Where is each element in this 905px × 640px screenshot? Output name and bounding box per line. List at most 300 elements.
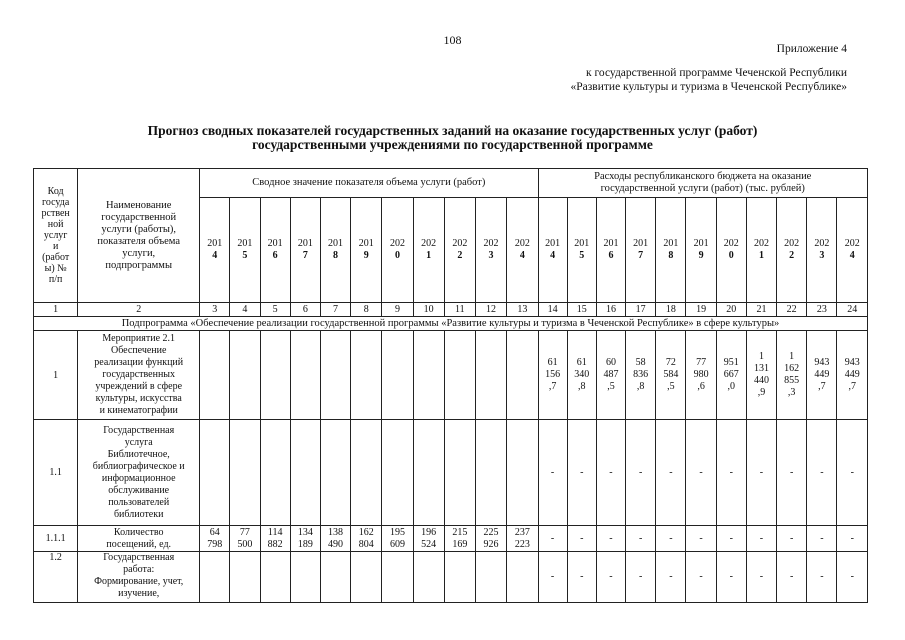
expense-value [567, 331, 596, 420]
expense-value-line: - [638, 532, 643, 544]
volume-value-line: 882 [267, 538, 283, 550]
expense-value-line: 156 [545, 369, 561, 380]
row-name-line: Количество [113, 526, 164, 538]
volume-value [230, 552, 260, 603]
expense-value [567, 420, 596, 526]
appendix-program-name: «Развитие культуры и туризма в Чеченской Республике» [570, 81, 847, 93]
expense-value-line: 449 [844, 369, 860, 380]
row-name-line: учреждений в сфере [95, 381, 183, 392]
year-header-expense [567, 198, 596, 303]
expense-value-line: ,0 [727, 381, 736, 392]
expense-value-line: - [609, 532, 613, 544]
appendix-block [571, 42, 847, 94]
year-header-expense [538, 198, 567, 303]
year-header-line: 201 [693, 238, 709, 249]
volume-value [290, 526, 320, 552]
expense-value-line: - [759, 571, 764, 582]
expense-value-line: - [669, 532, 673, 544]
appendix-program-line: к государственной программе Чеченской Республики [586, 67, 847, 79]
expense-value-line: ,9 [757, 387, 766, 398]
column-number: 14 [538, 303, 567, 317]
volume-value [351, 420, 382, 526]
row-name-line: библиографическое и [92, 460, 185, 472]
expense-value-line: ,8 [578, 381, 586, 392]
expense-value-line: - [580, 571, 584, 582]
volume-value [507, 420, 538, 526]
header-name [78, 169, 200, 303]
expense-value-line: ,5 [607, 381, 615, 392]
expense-value-line: - [550, 466, 555, 478]
appendix-label: Приложение 4 [776, 43, 847, 55]
row-code: 1 [34, 331, 78, 420]
volume-value [413, 420, 444, 526]
volume-value-line: 798 [207, 538, 223, 550]
volume-value [200, 526, 230, 552]
column-number: 12 [475, 303, 506, 317]
expense-value-line: ,7 [818, 381, 826, 392]
expense-value-line: - [638, 466, 643, 478]
year-header-line: 201 [545, 238, 561, 249]
expense-value-line: - [669, 466, 673, 478]
volume-value-line: 169 [452, 538, 468, 550]
year-header-expense [656, 198, 686, 303]
volume-value [413, 526, 444, 552]
volume-value [507, 331, 538, 420]
expense-value-line: - [609, 466, 613, 478]
column-number: 7 [320, 303, 350, 317]
row-code: 1.1 [34, 420, 78, 526]
volume-value-line: 804 [358, 538, 374, 550]
expense-value-line: 72 [665, 357, 676, 368]
expense-value [716, 331, 746, 420]
year-header-line: 0 [728, 250, 734, 261]
volume-value [320, 331, 350, 420]
expense-value [596, 331, 625, 420]
header-name-line: государственной [101, 211, 177, 223]
expense-value [656, 552, 686, 603]
year-header-line: 4 [849, 250, 855, 261]
year-header-line: 9 [363, 250, 369, 261]
row-name-line: Библиотечное, [107, 448, 170, 460]
expense-value [538, 420, 567, 526]
expense-value-line: 1 [789, 351, 795, 362]
header-code-line: (работ [42, 252, 70, 263]
expense-value [746, 331, 776, 420]
year-header-line: 8 [668, 250, 674, 261]
volume-value [260, 331, 290, 420]
expense-value-line: - [729, 466, 733, 478]
expense-value-line: 584 [663, 369, 679, 380]
volume-value-line: 926 [483, 538, 499, 550]
year-header-line: 202 [784, 238, 800, 249]
column-number: 9 [382, 303, 413, 317]
volume-value-line: 77 [239, 526, 250, 538]
year-header-line: 202 [514, 238, 530, 249]
row-code: 1.2 [34, 552, 78, 603]
expense-value [538, 552, 567, 603]
volume-value [351, 552, 382, 603]
year-header-volume [290, 198, 320, 303]
column-number: 2 [78, 303, 200, 317]
volume-value [230, 420, 260, 526]
header-expense-group-line: Расходы республиканского бюджета на оказание [594, 171, 812, 182]
year-header-line: 1 [758, 250, 764, 261]
expense-value-line: 487 [603, 369, 619, 380]
row-name-line: изучение, [118, 588, 160, 599]
expense-value [596, 420, 625, 526]
expense-value-line: - [609, 571, 613, 582]
column-number: 19 [686, 303, 716, 317]
expense-value-line: - [790, 571, 794, 582]
volume-value [320, 526, 350, 552]
expense-value-line: 60 [605, 357, 616, 368]
header-code-line: Код [47, 186, 64, 197]
volume-value [382, 526, 413, 552]
expense-value [538, 526, 567, 552]
year-header-line: 201 [207, 238, 223, 249]
column-number: 1 [34, 303, 78, 317]
expense-value [807, 420, 837, 526]
year-header-expense [716, 198, 746, 303]
expense-value-line: - [820, 571, 824, 582]
year-header-expense [746, 198, 776, 303]
year-header-expense [596, 198, 625, 303]
year-header-line: 201 [297, 238, 313, 249]
header-name-line: услуги, [122, 247, 156, 259]
year-header-line: 8 [333, 250, 339, 261]
expense-value-line: - [790, 466, 794, 478]
year-header-line: 9 [698, 250, 704, 261]
expense-value [716, 526, 746, 552]
year-header-line: 202 [723, 238, 739, 249]
year-header-line: 4 [519, 250, 525, 261]
volume-value [507, 552, 538, 603]
year-header-line: 202 [483, 238, 499, 249]
volume-value-line: 114 [267, 526, 283, 538]
expense-value-line: - [850, 532, 854, 544]
section-row [34, 317, 868, 331]
year-header-expense [626, 198, 656, 303]
year-header-line: 3 [819, 250, 825, 261]
table-row [34, 552, 868, 603]
expense-value [777, 552, 807, 603]
row-code: 1.1.1 [34, 526, 78, 552]
volume-value [475, 420, 506, 526]
expense-value [567, 552, 596, 603]
column-number: 20 [716, 303, 746, 317]
expense-value-line: - [580, 466, 584, 478]
table-row [34, 420, 868, 526]
expense-value-line: 943 [814, 357, 830, 368]
expense-value-line: - [638, 571, 643, 582]
expense-value-line: ,8 [636, 381, 645, 392]
volume-value [290, 552, 320, 603]
expense-value [807, 526, 837, 552]
header-expense-group-line: государственной услуги (работ) (тыс. рублей) [600, 183, 805, 194]
expense-value-line: - [850, 466, 854, 478]
header-volume-group: Сводное значение показателя объема услуги (работ) [200, 169, 538, 198]
expense-value [626, 331, 656, 420]
volume-value [444, 526, 475, 552]
expense-value-line: 58 [635, 357, 646, 368]
header-code [34, 169, 78, 303]
volume-value [320, 420, 350, 526]
row-name-line: обслуживание [108, 484, 170, 496]
year-header-line: 4 [212, 250, 218, 261]
expense-value-line: 449 [814, 369, 830, 380]
volume-value-line: 237 [514, 526, 530, 538]
volume-value-line: 189 [297, 538, 313, 550]
year-header-line: 201 [574, 238, 590, 249]
year-header-line: 201 [267, 238, 283, 249]
volume-value [382, 552, 413, 603]
column-number: 15 [567, 303, 596, 317]
year-header-line: 4 [550, 250, 556, 261]
row-name-line: государственных [102, 369, 176, 380]
volume-value-line: 500 [237, 538, 253, 550]
volume-value [382, 331, 413, 420]
volume-value [200, 420, 230, 526]
volume-value [475, 526, 506, 552]
expense-value-line: ,6 [697, 381, 705, 392]
volume-value [260, 526, 290, 552]
expense-value-line: 340 [574, 369, 590, 380]
expense-value-line: 131 [753, 363, 769, 374]
row-name-line: Мероприятие 2.1 [102, 333, 176, 344]
year-header-line: 202 [753, 238, 769, 249]
year-header-line: 202 [421, 238, 437, 249]
expense-value [746, 526, 776, 552]
expense-value-line: - [580, 532, 584, 544]
expense-value [716, 420, 746, 526]
year-header-volume [351, 198, 382, 303]
column-number: 18 [656, 303, 686, 317]
row-name-line: реализации функций [94, 357, 184, 368]
volume-value [382, 420, 413, 526]
year-header-line: 2 [457, 250, 463, 261]
volume-value-line: 162 [358, 526, 374, 538]
expense-value-line: - [550, 532, 555, 544]
column-number: 10 [413, 303, 444, 317]
expense-value-line: 951 [723, 357, 739, 368]
year-header-line: 6 [608, 250, 614, 261]
expense-value-line: - [729, 571, 733, 582]
expense-value-line: ,5 [667, 381, 675, 392]
expense-value-line: - [699, 466, 703, 478]
row-name [78, 526, 200, 552]
column-number: 24 [837, 303, 868, 317]
expense-value-line: 943 [844, 357, 860, 368]
year-header-expense [686, 198, 716, 303]
expense-value-line: - [820, 532, 824, 544]
column-number: 23 [807, 303, 837, 317]
year-header-line: 201 [603, 238, 619, 249]
volume-value [475, 552, 506, 603]
document-title-line-2: государственными учреждениями по государственной программе [252, 137, 653, 152]
expense-value [596, 552, 625, 603]
row-name-line: Государственная [103, 424, 175, 436]
year-header-volume [382, 198, 413, 303]
row-name-line: библиотеки [113, 508, 164, 520]
header-name-line: показателя объема [97, 235, 181, 247]
row-name-line: Государственная [103, 552, 175, 563]
volume-value [444, 552, 475, 603]
expense-value [777, 420, 807, 526]
column-number: 5 [260, 303, 290, 317]
column-number: 6 [290, 303, 320, 317]
year-header-line: 201 [328, 238, 344, 249]
volume-value-line: 196 [421, 526, 437, 538]
volume-value [413, 331, 444, 420]
year-header-volume [413, 198, 444, 303]
year-header-volume [260, 198, 290, 303]
row-name-line: услуга [124, 436, 153, 448]
expense-value-line: - [699, 571, 703, 582]
volume-value-line: 134 [297, 526, 313, 538]
volume-value-line: 215 [452, 526, 468, 538]
year-header-line: 201 [358, 238, 374, 249]
row-name [78, 552, 200, 603]
expense-value [837, 331, 868, 420]
row-name-line: Обеспечение [110, 345, 167, 356]
header-code-line: рствен [41, 208, 70, 219]
year-header-line: 201 [633, 238, 649, 249]
year-header-line: 5 [242, 250, 248, 261]
row-name [78, 331, 200, 420]
year-header-line: 2 [789, 250, 795, 261]
volume-value [351, 526, 382, 552]
expense-value [596, 526, 625, 552]
volume-value [200, 331, 230, 420]
expense-value-line: - [729, 532, 733, 544]
expense-value [626, 552, 656, 603]
row-name-line: пользователей [108, 496, 170, 508]
header-code-line: ной [47, 219, 64, 230]
volume-value [351, 331, 382, 420]
expense-value-line: 980 [693, 369, 709, 380]
expense-value [686, 552, 716, 603]
volume-value [320, 552, 350, 603]
expense-value [656, 526, 686, 552]
year-header-line: 202 [814, 238, 830, 249]
year-header-line: 0 [394, 250, 400, 261]
row-name-line: и кинематографии [99, 405, 178, 416]
expense-value-line: 61 [576, 357, 587, 368]
year-header-line: 7 [638, 250, 644, 261]
expense-value [686, 526, 716, 552]
year-header-expense [777, 198, 807, 303]
expense-value-line: - [850, 571, 854, 582]
volume-value [230, 526, 260, 552]
expense-value-line: 836 [633, 369, 649, 380]
column-number: 22 [777, 303, 807, 317]
column-number: 17 [626, 303, 656, 317]
year-header-expense [837, 198, 868, 303]
expense-value [656, 420, 686, 526]
document-title [0, 124, 905, 152]
expense-value [807, 552, 837, 603]
row-name-line: посещений, ед. [106, 538, 172, 550]
expense-value-line: ,3 [787, 387, 796, 398]
volume-value [290, 331, 320, 420]
column-number: 11 [444, 303, 475, 317]
volume-value [200, 552, 230, 603]
expense-value [538, 331, 567, 420]
column-number: 8 [351, 303, 382, 317]
expense-value [777, 526, 807, 552]
year-header-line: 201 [663, 238, 679, 249]
expense-value-line: 162 [784, 363, 800, 374]
expense-value [837, 526, 868, 552]
expense-value [746, 552, 776, 603]
header-code-line: и [52, 241, 59, 252]
year-header-line: 3 [488, 250, 494, 261]
document-title-line-1: Прогноз сводных показателей государственных заданий на оказание государственных услуг (работ) [147, 123, 758, 138]
volume-value-line: 524 [421, 538, 437, 550]
year-header-line: 202 [844, 238, 860, 249]
volume-value [260, 420, 290, 526]
expense-value [626, 420, 656, 526]
volume-value-line: 64 [209, 526, 220, 538]
expense-value [567, 526, 596, 552]
expense-value-line: 440 [753, 375, 769, 386]
header-name-line: услуги (работы), [101, 223, 176, 235]
header-code-line: услуг [43, 230, 68, 241]
year-header-line: 6 [272, 250, 278, 261]
year-header-volume [320, 198, 350, 303]
header-expense-group [538, 169, 868, 198]
table-row [34, 331, 868, 420]
year-header-line: 202 [389, 238, 405, 249]
column-number: 16 [596, 303, 625, 317]
volume-value-line: 609 [389, 538, 405, 550]
section-title: Подпрограмма «Обеспечение реализации государственной программы «Развитие культуры и туризма в Чеченской Республике» в сфере культуры» [34, 317, 868, 331]
expense-value-line: - [759, 532, 764, 544]
year-header-expense [807, 198, 837, 303]
expense-value [686, 331, 716, 420]
expense-value-line: - [820, 466, 824, 478]
expense-value [807, 331, 837, 420]
expense-value-line: 855 [784, 375, 800, 386]
expense-value [686, 420, 716, 526]
year-header-line: 7 [302, 250, 308, 261]
year-header-line: 1 [426, 250, 432, 261]
expense-value [837, 420, 868, 526]
expense-value-line: - [699, 532, 703, 544]
expense-value-line: 61 [547, 357, 558, 368]
expense-value [777, 331, 807, 420]
year-header-volume [507, 198, 538, 303]
expense-value-line: ,7 [848, 381, 856, 392]
row-name-line: информационное [101, 472, 176, 484]
volume-value [260, 552, 290, 603]
page-number: 108 [443, 33, 462, 47]
year-header-volume [444, 198, 475, 303]
expense-value [716, 552, 746, 603]
volume-value-line: 225 [483, 526, 499, 538]
year-header-volume [475, 198, 506, 303]
volume-value [230, 331, 260, 420]
row-name [78, 420, 200, 526]
volume-value [444, 420, 475, 526]
row-name-line: культуры, искусства [95, 393, 182, 404]
year-header-volume [200, 198, 230, 303]
header-code-line: п/п [48, 274, 63, 285]
year-header-volume [230, 198, 260, 303]
expense-value-line: - [550, 571, 555, 582]
expense-value [656, 331, 686, 420]
volume-value-line: 138 [328, 526, 344, 538]
